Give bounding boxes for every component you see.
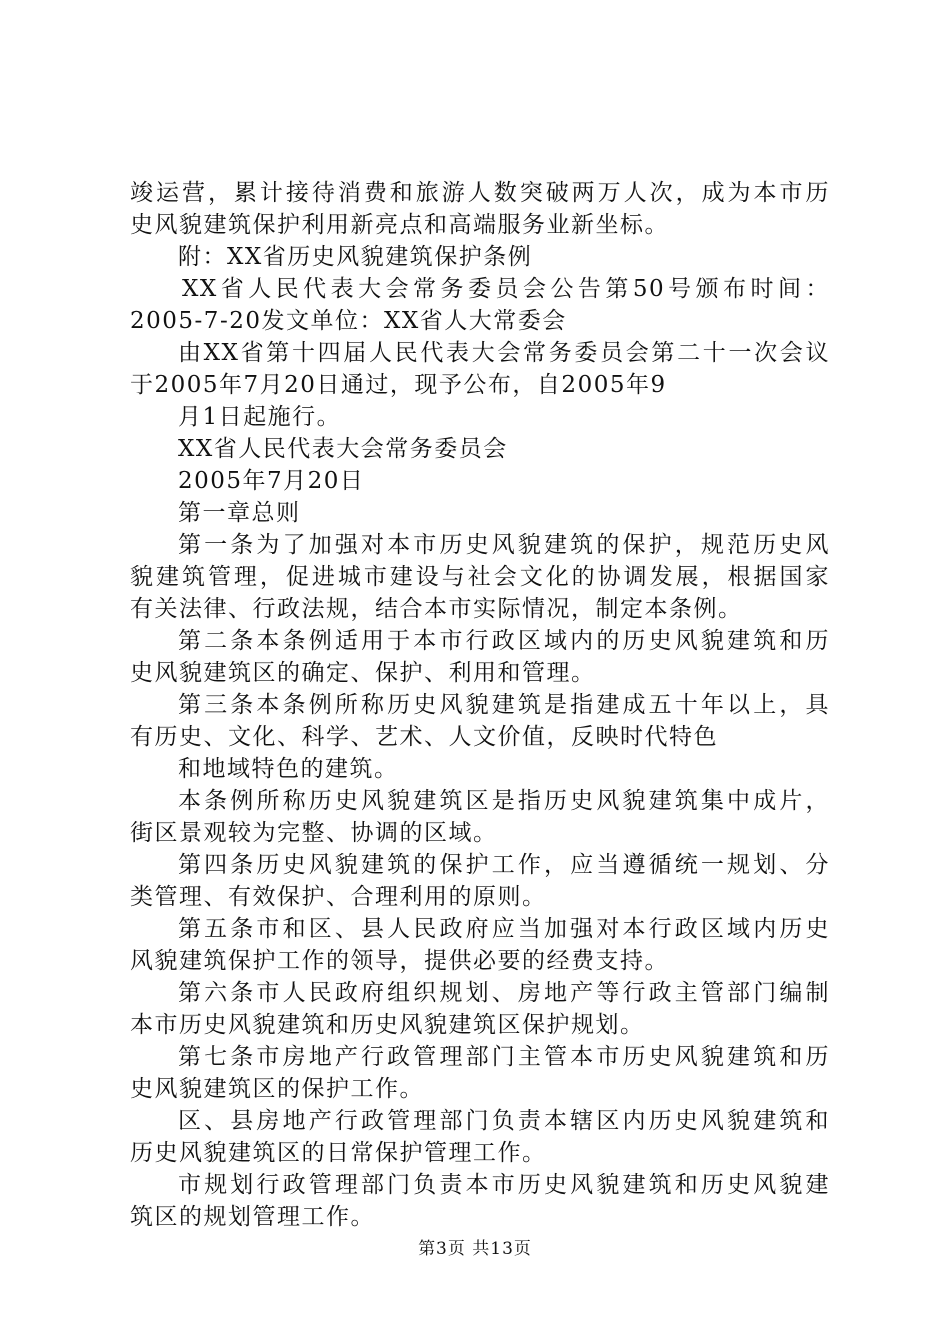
text-line: 史风貌建筑保护利用新亮点和高端服务业新坐标。 xyxy=(130,212,669,238)
text-line: 历史风貌建筑区的日常保护管理工作。 xyxy=(130,1140,547,1166)
text-line: 2005年7月20日 xyxy=(178,468,365,494)
text-line: XX省人民代表大会常务委员会公告第50号颁布时间： xyxy=(182,276,830,302)
text-line: 2005-7-20发文单位：XX省人大常委会 xyxy=(130,308,567,334)
text-line: 第六条市人民政府组织规划、房地产等行政主管部门编制 xyxy=(178,980,830,1006)
text-line: 有历史、文化、科学、艺术、人文价值，反映时代特色 xyxy=(130,724,718,750)
text-line: 第一条为了加强对本市历史风貌建筑的保护，规范历史风 xyxy=(178,532,830,558)
text-line: 于2005年7月20日通过，现予公布，自2005年9 xyxy=(130,372,667,398)
text-line: 貌建筑管理，促进城市建设与社会文化的协调发展，根据国家 xyxy=(130,564,830,590)
section-heading: 第一章总则 xyxy=(178,500,301,526)
text-line: 第四条历史风貌建筑的保护工作，应当遵循统一规划、分 xyxy=(178,852,830,878)
text-line: 史风貌建筑区的确定、保护、利用和管理。 xyxy=(130,660,596,686)
text-line: 史风貌建筑区的保护工作。 xyxy=(130,1076,424,1102)
text-line: 第三条本条例所称历史风貌建筑是指建成五十年以上，具 xyxy=(178,692,830,718)
text-line: 附：XX省历史风貌建筑保护条例 xyxy=(178,244,533,270)
text-line: 市规划行政管理部门负责本市历史风貌建筑和历史风貌建 xyxy=(178,1172,830,1198)
text-line: 第二条本条例适用于本市行政区域内的历史风貌建筑和历 xyxy=(178,628,830,654)
text-line: 街区景观较为完整、协调的区域。 xyxy=(130,820,498,846)
text-line: XX省人民代表大会常务委员会 xyxy=(178,436,508,462)
text-line: 本条例所称历史风貌建筑区是指历史风貌建筑集中成片， xyxy=(178,788,830,814)
text-line: 竣运营，累计接待消费和旅游人数突破两万人次，成为本市历 xyxy=(130,180,830,206)
text-line: 第七条市房地产行政管理部门主管本市历史风貌建筑和历 xyxy=(178,1044,830,1070)
text-line: 第五条市和区、县人民政府应当加强对本行政区域内历史 xyxy=(178,916,830,942)
text-line: 区、县房地产行政管理部门负责本辖区内历史风貌建筑和 xyxy=(178,1108,830,1134)
text-line: 本市历史风貌建筑和历史风貌建筑区保护规划。 xyxy=(130,1012,645,1038)
text-line: 风貌建筑保护工作的领导，提供必要的经费支持。 xyxy=(130,948,669,974)
text-line: 月1日起施行。 xyxy=(178,404,342,430)
text-line: 有关法律、行政法规，结合本市实际情况，制定本条例。 xyxy=(130,596,743,622)
text-line: 类管理、有效保护、合理利用的原则。 xyxy=(130,884,547,910)
text-line: 由XX省第十四届人民代表大会常务委员会第二十一次会议 xyxy=(178,340,830,366)
page-number: 第3页 共13页 xyxy=(418,1239,532,1259)
text-line: 和地域特色的建筑。 xyxy=(178,756,399,782)
text-line: 筑区的规划管理工作。 xyxy=(130,1204,375,1230)
